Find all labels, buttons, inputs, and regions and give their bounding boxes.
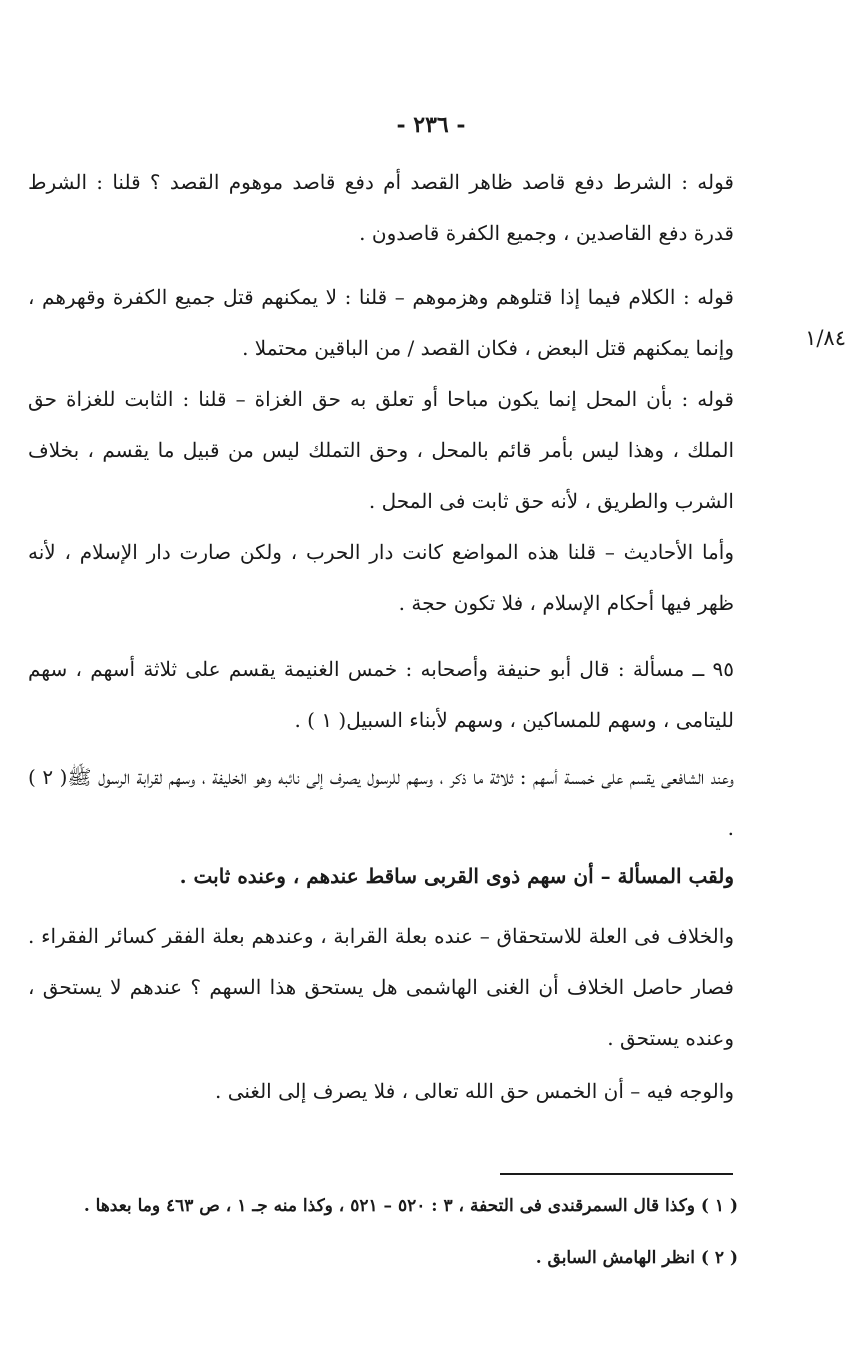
paragraph-8 bbox=[28, 911, 734, 1064]
margin-page-marker: ١/٨٤ bbox=[805, 326, 846, 350]
paragraph-3-text: قوله : بأن المحل إنما يكون مباحا أو تعلق به حق الغزاة – قلنا : الثابت للغزاة حق الملك ، وهذا ليس بأمر قائم بالمحل ، وحق التملك ليس من قبيل ما يقسم ، بخلاف الشرب والطريق ، لأنه حق ثابت فى المحل . bbox=[28, 387, 734, 513]
paragraph-8-text: والخلاف فى العلة للاستحقاق – عنده بعلة القرابة ، وعندهم بعلة الفقر كسائر الفقراء . فصار حاصل الخلاف أن الغنى الهاشمى هل يستحق هذا السهم ؟ عندهم لا يستحق ، وعنده يستحق . bbox=[28, 924, 734, 1050]
paragraph-4 bbox=[28, 527, 734, 629]
footnote-1: ( ١ ) وكذا قال السمرقندى فى التحفة ، ٣ : ٥٢٠ – ٥٢١ ، وكذا منه جـ ١ ، ص ٤٦٣ وما بعدها . bbox=[83, 1196, 738, 1216]
paragraph-7 bbox=[28, 851, 734, 902]
issue-95-text: ٩٥ ــ مسألة : قال أبو حنيفة وأصحابه : خمس الغنيمة يقسم على ثلاثة أسهم ، سهم لليتامى ، وسهم للمساكين ، وسهم لأبناء السبيل( ١ ) . bbox=[28, 657, 734, 732]
paragraph-6 bbox=[28, 752, 734, 854]
footnote-2: ( ٢ ) انظر الهامش السابق . bbox=[535, 1248, 738, 1268]
paragraph-2 bbox=[28, 272, 734, 374]
paragraph-1 bbox=[28, 157, 734, 259]
paragraph-9 bbox=[28, 1066, 734, 1117]
paragraph-6-text: وعند الشافعى يقسم على خمسة أسهم : ثلاثة ما ذكر ، وسهم للرسول يصرف إلى نائبه وهو الخليفة ، وسهم لقرابة الرسول ﷺ( ٢ ) . bbox=[28, 765, 734, 840]
issue-title-text: ولقب المسألة – أن سهم ذوى القربى ساقط عندهم ، وعنده ثابت . bbox=[179, 864, 734, 888]
footnote-separator bbox=[500, 1173, 733, 1175]
paragraph-1-text: قوله : الشرط دفع قاصد ظاهر القصد أم دفع قاصد موهوم القصد ؟ قلنا : الشرط قدرة دفع القاصدين ، وجميع الكفرة قاصدون . bbox=[28, 170, 734, 245]
paragraph-4-text: وأما الأحاديث – قلنا هذه المواضع كانت دار الحرب ، ولكن صارت دار الإسلام ، لأنه ظهر فيها أحكام الإسلام ، فلا تكون حجة . bbox=[28, 540, 734, 615]
page-number: - ٢٣٦ - bbox=[396, 112, 466, 138]
paragraph-9-text: والوجه فيه – أن الخمس حق الله تعالى ، فلا يصرف إلى الغنى . bbox=[215, 1079, 734, 1103]
footnotes bbox=[24, 1188, 738, 1292]
paragraph-5 bbox=[28, 644, 734, 746]
paragraph-3 bbox=[28, 374, 734, 527]
paragraph-2-text: قوله : الكلام فيما إذا قتلوهم وهزموهم – قلنا : لا يمكنهم قتل جميع الكفرة وقهرهم ، وإنما يمكنهم قتل البعض ، فكان القصد / من الباقين محتملا . bbox=[28, 285, 734, 360]
